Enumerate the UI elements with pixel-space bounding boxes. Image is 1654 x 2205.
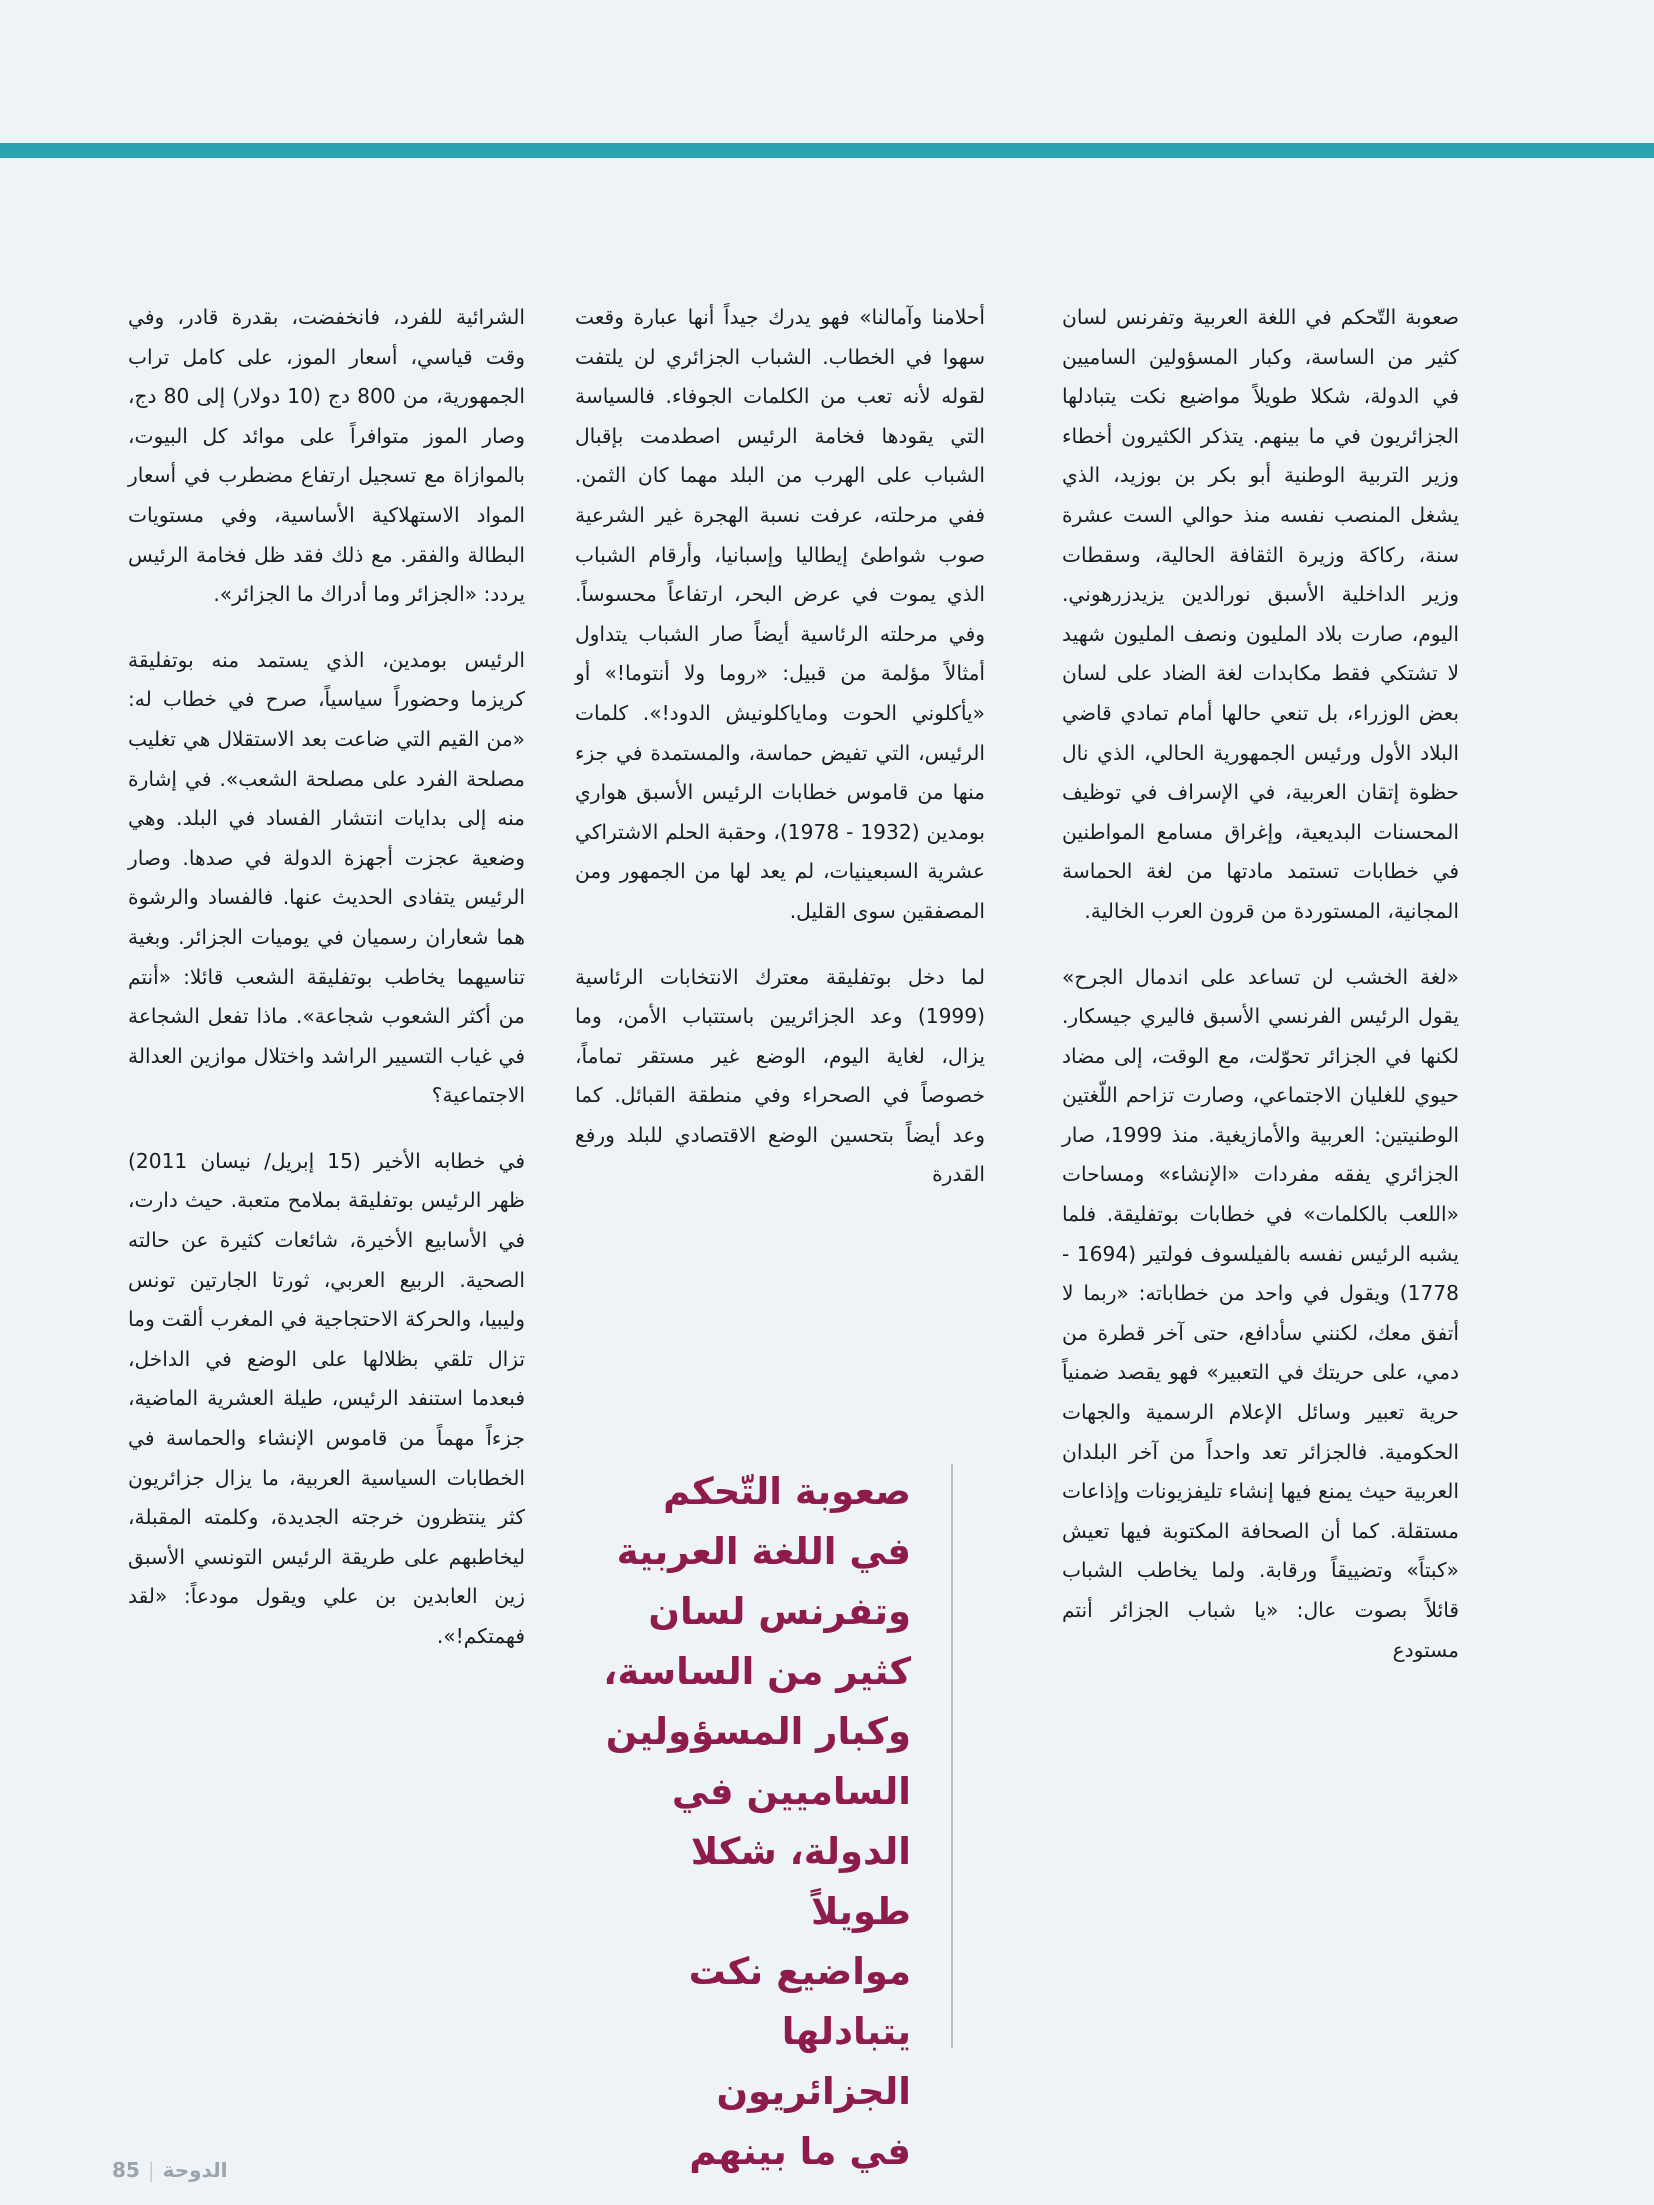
- page-number: 85: [112, 2158, 140, 2182]
- pull-quote: [585, 1462, 911, 2182]
- paragraph: «لغة الخشب لن تساعد على اندمال الجرح» يقول الرئيس الفرنسي الأسبق فاليري جيسكار. لكنها في الجزائر تحوّلت، مع الوقت، إلى مضاد حيوي للغليان الاجتماعي، وصارت تزاحم اللّغتين الوطنيتين: العربية والأمازيغية. منذ 1999، صار الجزائري يفقه مفردات «الإنشاء» ومساحات «اللعب بالكلمات» في خطابات بوتفليقة. فلما يشبه الرئيس نفسه بالفيلسوف فولتير (1694 - 1778) ويقول في واحد من خطاباته: «ربما لا أتفق معك، لكنني سأدافع، حتى آخر قطرة من دمي، على حريتك في التعبير» فهو يقصد ضمنياً حرية تعبير وسائل الإعلام الرسمية والجهات الحكومية. فالجزائر تعد واحداً من آخر البلدان العربية حيث يمنع فيها إنشاء تليفزيونات وإذاعات مستقلة. كما أن الصحافة المكتوبة فيها تعيش «كبتاً» وتضييقاً ورقابة. ولما يخاطب الشباب قائلاً بصوت عال: «يا شباب الجزائر أنتم مستودع: [1062, 964, 1459, 1662]
- article-column-left: [128, 298, 525, 1683]
- paragraph: صعوبة التّحكم في اللغة العربية وتفرنس لسان كثير من الساسة، وكبار المسؤولين الساميين في الدولة، شكلا طويلاً مواضيع نكت يتبادلها الجزائريون في ما بينهم. يتذكر الكثيرون أخطاء وزير التربية الوطنية أبو بكر بن بوزيد، الذي يشغل المنصب نفسه منذ حوالي الست عشرة سنة، ركاكة وزيرة الثقافة الحالية، وسقطات وزير الداخلية الأسبق نورالدين يزيدزرهوني. اليوم، صارت بلاد المليون ونصف المليون شهيد لا تشتكي فقط مكابدات لغة الضاد على لسان بعض الوزراء، بل تنعي حالها أمام تمادي قاضي البلاد الأول ورئيس الجمهورية الحالي، الذي نال حظوة إتقان العربية، في الإسراف في توظيف المحسنات البديعية، وإغراق مسامع المواطنين في خطابات تستمد مادتها من لغة الحماسة المجانية، المستوردة من قرون العرب الخالية.: [1062, 305, 1459, 923]
- pull-quote-line: يتبادلها الجزائريون: [716, 2010, 911, 2113]
- paragraph: أحلامنا وآمالنا» فهو يدرك جيداً أنها عبارة وقعت سهوا في الخطاب. الشباب الجزائري لن يلتفت لقوله لأنه تعب من الكلمات الجوفاء. فالسياسة التي يقودها فخامة الرئيس اصطدمت بإقبال الشباب على الهرب من البلد مهما كان الثمن. ففي مرحلته، عرفت نسبة الهجرة غير الشرعية صوب شواطئ إيطاليا وإسبانيا، وأرقام الشباب الذي يموت في عرض البحر، ارتفاعاً محسوساً. وفي مرحلته الرئاسية أيضاً صار الشباب يتداول أمثالاً مؤلمة من قبيل: «روما ولا أنتوما!» أو «يأكلوني الحوت وماياكلونيش الدود!». كلمات الرئيس، التي تفيض حماسة، والمستمدة في جزء منها من قاموس خطابات الرئيس الأسبق هواري بومدين (1932 - 1978)، وحقبة الحلم الاشتراكي عشرية السبعينيات، لم يعد لها من الجمهور ومن المصفقين سوى القليل.: [575, 305, 985, 923]
- paragraph: لما دخل بوتفليقة معترك الانتخابات الرئاسية (1999) وعد الجزائريين باستتباب الأمن، وما يزال، لغاية اليوم، الوضع غير مستقر تماماً، خصوصاً في الصحراء وفي منطقة القبائل. كما وعد أيضاً بتحسين الوضع الاقتصادي للبلد ورفع القدرة: [575, 964, 985, 1187]
- article-column-right: [1062, 298, 1459, 1696]
- pull-quote-line: الساميين في: [671, 1770, 911, 1813]
- pull-quote-line: الدولة، شكلا طويلاً: [690, 1830, 911, 1933]
- pull-quote-line: صعوبة التّحكم: [663, 1470, 911, 1513]
- pull-quote-line: في اللغة العربية: [616, 1530, 911, 1573]
- page-footer: [112, 2158, 228, 2182]
- pull-quote-rule: [951, 1464, 953, 2048]
- pull-quote-line: وكبار المسؤولين: [605, 1710, 911, 1753]
- article-column-middle: [575, 298, 985, 1221]
- accent-bar: [0, 143, 1654, 158]
- pull-quote-line: كثير من الساسة،: [603, 1650, 911, 1693]
- pull-quote-line: وتفرنس لسان: [648, 1590, 911, 1633]
- pull-quote-line: مواضيع نكت: [688, 1950, 911, 1993]
- pull-quote-line: في ما بينهم: [689, 2130, 911, 2173]
- footer-separator: |: [147, 2158, 155, 2182]
- paragraph: الرئيس بومدين، الذي يستمد منه بوتفليقة كريزما وحضوراً سياسياً، صرح في خطاب له: «من القيم التي ضاعت بعد الاستقلال هي تغليب مصلحة الفرد على مصلحة الشعب». في إشارة منه إلى بدايات انتشار الفساد في البلد. وهي وضعية عجزت أجهزة الدولة في صدها. وصار الرئيس يتفادى الحديث عنها. فالفساد والرشوة هما شعاران رسميان في يوميات الجزائر. وبغية تناسيهما يخاطب بوتفليقة الشعب قائلا: «أنتم من أكثر الشعوب شجاعة». ماذا تفعل الشجاعة في غياب التسيير الراشد واختلال موازين العدالة الاجتماعية؟: [128, 647, 525, 1108]
- paragraph: الشرائية للفرد، فانخفضت، بقدرة قادر، وفي وقت قياسي، أسعار الموز، على كامل تراب الجمهورية، من 800 دج (10 دولار) إلى 80 دج، وصار الموز متوافراً على موائد كل البيوت، بالموازاة مع تسجيل ارتفاع مضطرب في أسعار المواد الاستهلاكية الأساسية، وفي مستويات البطالة والفقر. مع ذلك فقد ظل فخامة الرئيس يردد: «الجزائر وما أدراك ما الجزائر».: [128, 305, 525, 607]
- paragraph: في خطابه الأخير (15 إبريل/ نيسان 2011) ظهر الرئيس بوتفليقة بملامح متعبة. حيث دارت، في الأسابيع الأخيرة، شائعات كثيرة عن حالته الصحية. الربيع العربي، ثورتا الجارتين تونس وليبيا، والحركة الاحتجاجية في المغرب ألقت وما تزال تلقي بظلالها على الوضع في الداخل، فبعدما استنفد الرئيس، طيلة العشرية الماضية، جزءاً مهماً من قاموس الإنشاء والحماسة في الخطابات السياسية العربية، ما يزال جزائريون كثر ينتظرون خرجته الجديدة، وكلمته المقبلة، ليخاطبهم على طريقة الرئيس التونسي الأسبق زين العابدين بن علي ويقول مودعاً: «لقد فهمتكم!».: [128, 1148, 525, 1648]
- magazine-name: الدوحة: [162, 2158, 228, 2182]
